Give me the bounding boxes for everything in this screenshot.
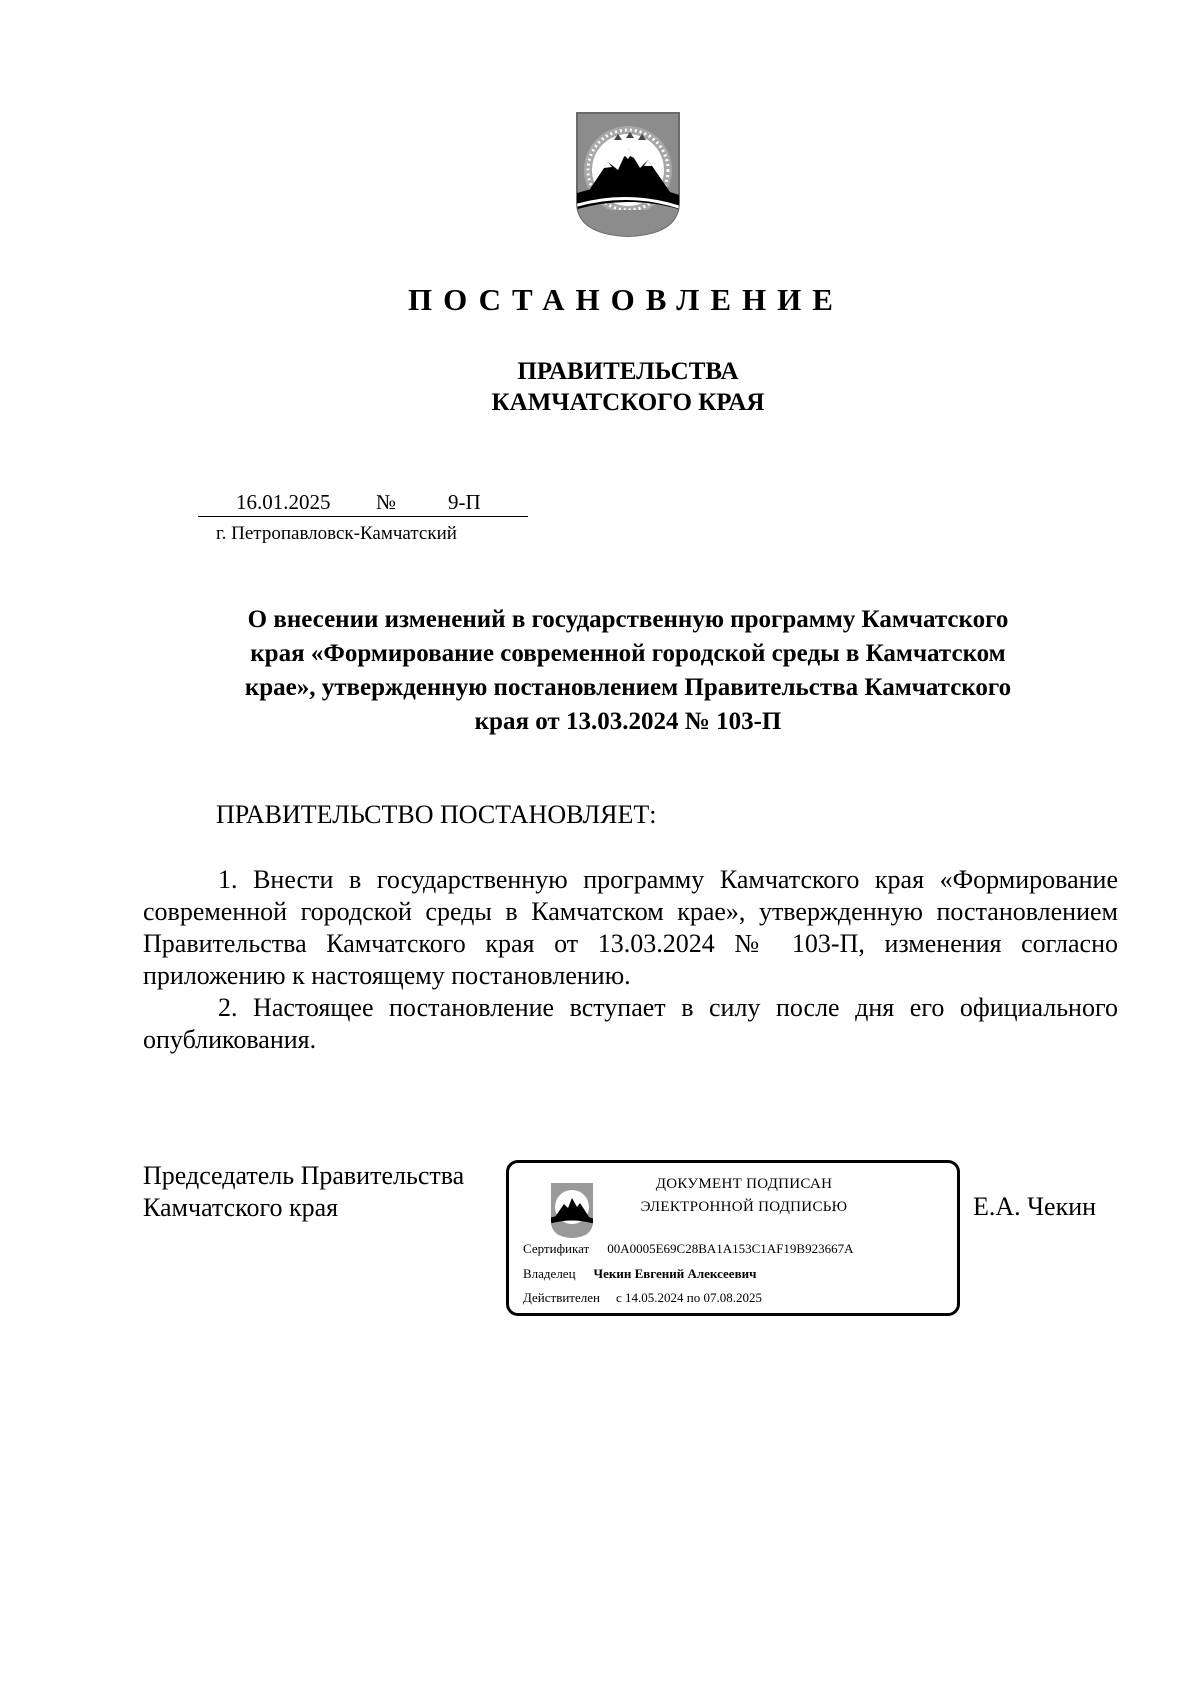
subject-line-1: О внесении изменений в государственную программу Камчатского — [247, 606, 1009, 633]
signer-name: Е.А. Чекин — [973, 1192, 1097, 1221]
validity-value: с 14.05.2024 по 07.08.2025 — [615, 1290, 762, 1305]
subject-line-4: края от 13.03.2024 № 103-П — [474, 708, 782, 735]
signer-title-line-2: Камчатского края — [143, 1193, 339, 1222]
stamp-owner-row — [523, 1266, 756, 1282]
subject-line-2: края «Формирование современной городской среды в Камчатском — [250, 640, 1006, 667]
subject-line-3: крае», утвержденную постановлением Правительства Камчатского — [244, 674, 1012, 701]
electronic-signature-stamp — [506, 1160, 960, 1316]
issue-city: г. Петропавловск-Камчатский — [216, 523, 457, 544]
body-item-1: 1. Внести в государственную программу Камчатского края «Формирование современной городской среды в Камчатском крае», утвержденную постановлением Правительства Камчатского края от 13.03.2024 № 103-П, изменения согласно приложению к настоящему постановлению. — [143, 865, 1118, 990]
body-item-2: 2. Настоящее постановление вступает в силу после дня его официального опубликования. — [143, 993, 1118, 1054]
document-number: 9-П — [448, 490, 481, 514]
stamp-heading-line-1: ДОКУМЕНТ ПОДПИСАН — [655, 1176, 833, 1192]
document-subject — [170, 603, 1086, 739]
certificate-value: 00A0005E69C28BA1A153C1AF19B923667A — [607, 1241, 854, 1256]
signer-title-line-1: Председатель Правительства — [143, 1161, 465, 1190]
stamp-validity-row — [523, 1290, 762, 1306]
signer-title — [143, 1160, 464, 1224]
stamp-emblem-icon — [549, 1181, 595, 1239]
issuer-line-2: КАМЧАТСКОГО КРАЯ — [491, 389, 765, 416]
coat-of-arms-emblem — [574, 110, 682, 238]
certificate-label: Сертификат — [523, 1241, 590, 1256]
issuer-heading — [0, 356, 1200, 418]
resolves-heading: ПРАВИТЕЛЬСТВО ПОСТАНОВЛЯЕТ: — [216, 800, 657, 829]
number-sign: № — [376, 490, 397, 514]
document-body — [143, 864, 1118, 1056]
owner-value: Чекин Евгений Алексеевич — [593, 1266, 757, 1281]
stamp-heading — [599, 1173, 889, 1219]
document-type-heading: ПОСТАНОВЛЕНИЕ — [408, 282, 844, 317]
stamp-heading-line-2: ЭЛЕКТРОННОЙ ПОДПИСЬЮ — [640, 1199, 848, 1215]
owner-label: Владелец — [523, 1266, 576, 1281]
validity-label: Действителен — [523, 1290, 600, 1305]
registration-line — [198, 490, 528, 517]
issuer-line-1: ПРАВИТЕЛЬСТВА — [517, 358, 739, 385]
stamp-certificate-row — [523, 1241, 853, 1257]
document-date: 16.01.2025 — [236, 490, 331, 514]
